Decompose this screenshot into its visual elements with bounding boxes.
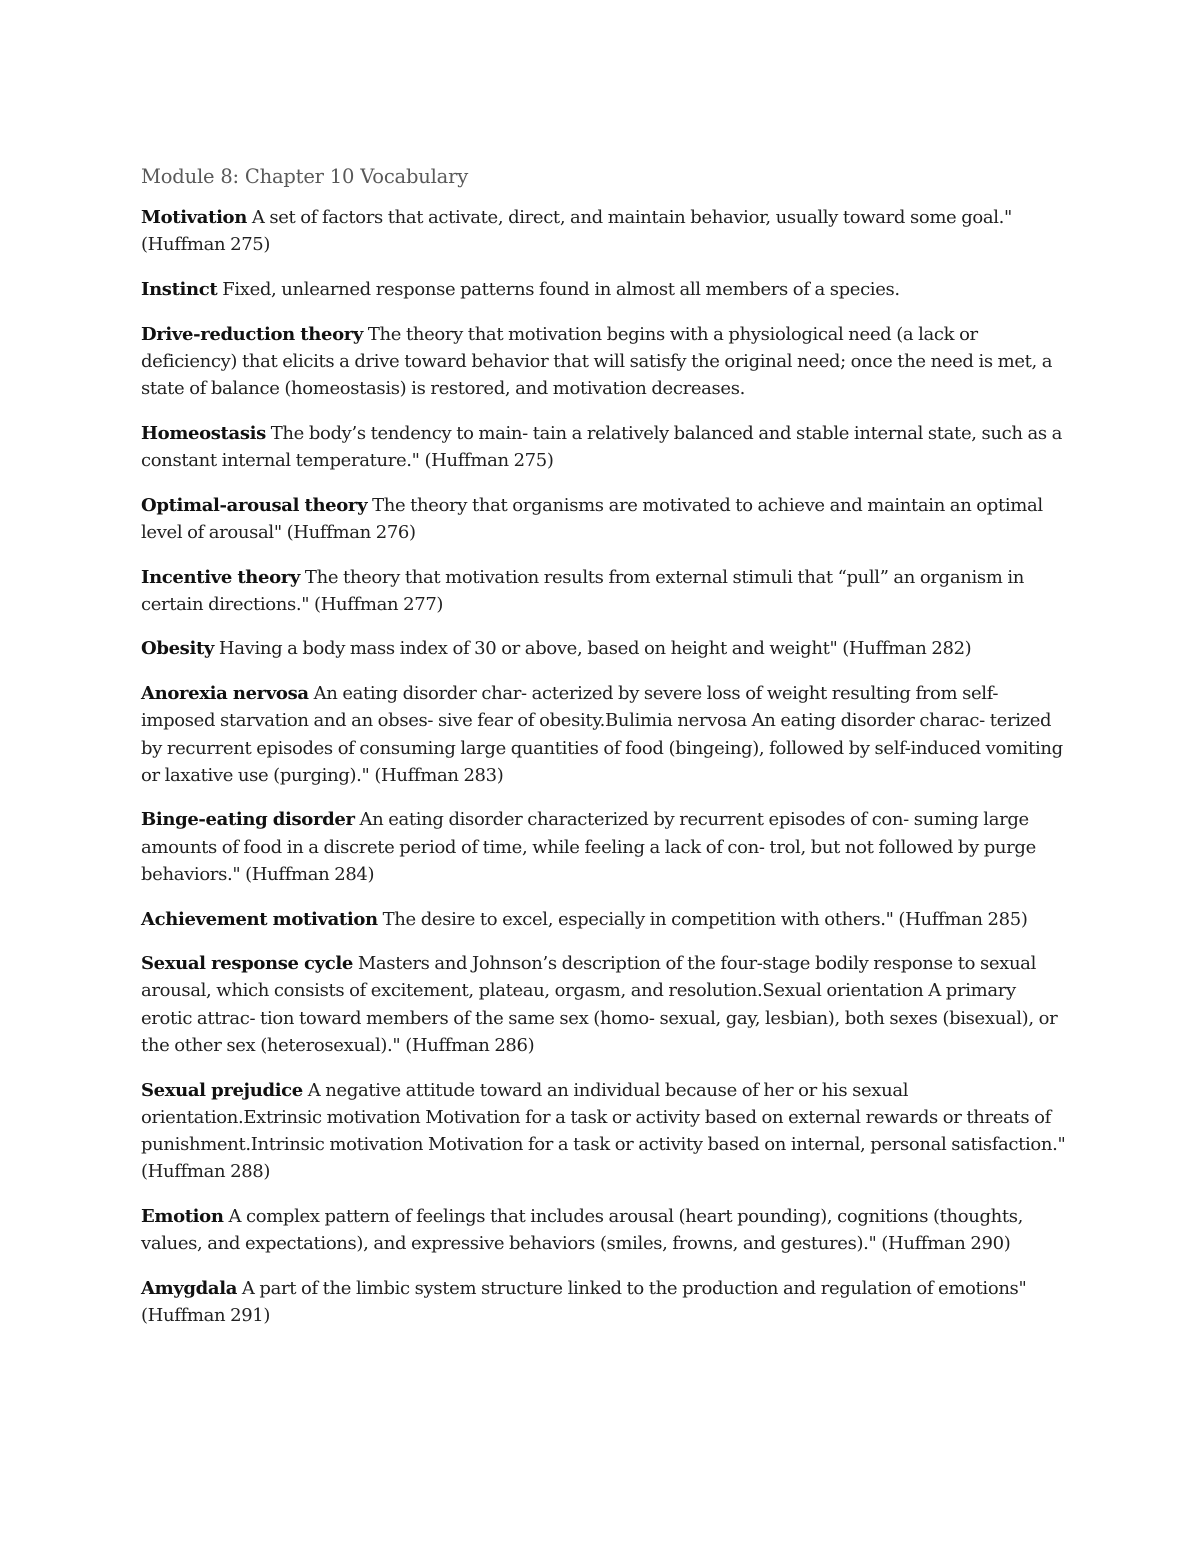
- vocab-definition: Having a body mass index of 30 or above, based on height and weight" (Huffman 282): [218, 638, 972, 660]
- vocab-definition: The theory that organisms are motivated to achieve and maintain an optimal level of arousal" (Huffman 276): [141, 494, 1043, 543]
- vocab-term: Drive-reduction theory: [141, 323, 363, 345]
- vocab-term: Amygdala: [141, 1277, 238, 1299]
- document-body: [141, 163, 1066, 1347]
- vocab-entry-binge-eating-disorder: [141, 806, 1066, 888]
- vocab-term: Obesity: [141, 638, 215, 660]
- vocab-term: Sexual response cycle: [141, 953, 353, 975]
- vocab-term: Optimal-arousal theory: [141, 494, 368, 516]
- vocab-term: Binge-eating disorder: [141, 809, 355, 831]
- vocab-term: Sexual prejudice: [141, 1079, 303, 1101]
- vocab-definition: The theory that motivation begins with a physiological need (a lack or deficiency) that elicits a drive toward behavior that will satisfy the original need; once the need is met, a state of balance (homeostasis) is restored, and motivation decreases.: [141, 323, 1053, 400]
- vocab-definition: A set of factors that activate, direct, and maintain behavior, usually toward some goal." (Huffman 275): [141, 207, 1012, 256]
- vocab-definition: A negative attitude toward an individual because of her or his sexual orientation.Extrinsic motivation Motivation for a task or activity based on external rewards or threats of punishment.Intrinsic motivation Motivation for a task or activity based on internal, personal satisfaction." (Huffman 288): [141, 1079, 1066, 1183]
- vocab-entry-sexual-prejudice: [141, 1077, 1066, 1186]
- vocab-entry-motivation: [141, 204, 1066, 258]
- vocab-definition: A complex pattern of feelings that includes arousal (heart pounding), cognitions (thoughts, values, and expectations), and expressive behaviors (smiles, frowns, and gestures)." (Huffman 290): [141, 1205, 1024, 1255]
- vocab-entry-obesity: [141, 635, 1066, 662]
- vocab-definition: An eating disorder char- acterized by severe loss of weight resulting from self-imposed starvation and an obses- sive fear of obesity.Bulimia nervosa An eating disorder charac- terized by recurrent episodes of consuming large quantities of food (bingeing), followed by self-induced vomiting or laxative use (purging)." (Huffman 283): [141, 683, 1063, 786]
- vocab-definition: The body’s tendency to main- tain a relatively balanced and stable internal state, such as a constant internal temperature." (Huffman 275): [141, 422, 1062, 471]
- vocab-entry-optimal-arousal-theory: [141, 492, 1066, 546]
- vocab-definition: Fixed, unlearned response patterns found in almost all members of a species.: [222, 278, 900, 300]
- vocab-entry-emotion: [141, 1203, 1066, 1257]
- vocab-term: Instinct: [141, 278, 218, 300]
- vocab-term: Motivation: [141, 207, 247, 228]
- vocab-definition: A part of the limbic system structure linked to the production and regulation of emotions" (Huffman 291): [141, 1277, 1027, 1326]
- document-title: Module 8: Chapter 10 Vocabulary: [141, 165, 469, 188]
- vocab-definition: Masters and Johnson’s description of the four-stage bodily response to sexual arousal, which consists of excitement, plateau, orgasm, and resolution.Sexual orientation A primary erotic attrac- tion toward members of the same sex (homo- sexual, gay, lesbian), both sexes (bisexual), or the other sex (heterosexual)." (Huffman 286): [141, 953, 1058, 1056]
- vocab-entry-anorexia-nervosa: [141, 680, 1066, 789]
- vocab-entry-drive-reduction-theory: [141, 321, 1066, 403]
- vocab-entry-incentive-theory: [141, 564, 1066, 618]
- vocab-entry-sexual-response-cycle: [141, 950, 1066, 1059]
- vocab-definition: The theory that motivation results from external stimuli that “pull” an organism in certain directions." (Huffman 277): [141, 566, 1024, 615]
- vocab-term: Achievement motivation: [141, 908, 378, 930]
- vocab-term: Emotion: [141, 1205, 224, 1227]
- vocab-entry-achievement-motivation: [141, 906, 1066, 933]
- vocab-term: Incentive theory: [141, 566, 301, 588]
- vocab-definition: The desire to excel, especially in competition with others." (Huffman 285): [382, 908, 1028, 930]
- vocab-entry-homeostasis: [141, 420, 1066, 474]
- vocab-entry-amygdala: [141, 1275, 1066, 1329]
- vocab-definition: An eating disorder characterized by recurrent episodes of con- suming large amounts of food in a discrete period of time, while feeling a lack of con- trol, but not followed by purge behaviors." (Huffman 284): [141, 809, 1036, 885]
- vocab-term: Homeostasis: [141, 422, 266, 444]
- vocab-entry-instinct: [141, 276, 1066, 303]
- vocab-term: Anorexia nervosa: [141, 683, 309, 705]
